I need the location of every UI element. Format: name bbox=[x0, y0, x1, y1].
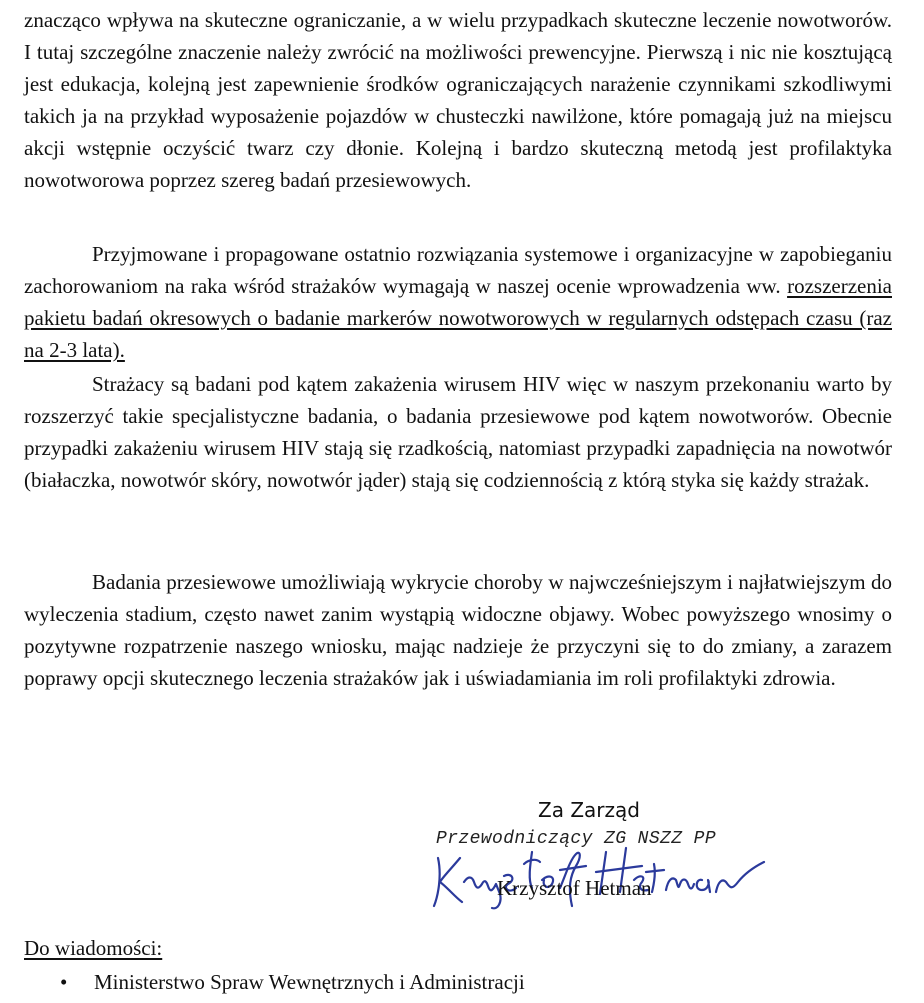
paragraph-proposal bbox=[24, 238, 892, 366]
paragraph-conclusion: Badania przesiewowe umożliwiają wykrycie choroby w najwcześniejszym i najłatwiejszym do wyleczenia stadium, często nawet zanim wystąpią widoczne objawy. Wobec powyższego wnosimy o pozytywne rozpatrzenie naszego wniosku, mając nadzieje że przyczyni się to do zmiany, a zarazem poprawy opcji skutecznego leczenia strażaków jak i uświadamiania im roli profilaktyki zdrowia. bbox=[24, 570, 892, 690]
proposal-underlined-text: rozszerzenia pakietu badań okresowych o badanie markerów nowotworowych w regularnych odstępach czasu (raz na 2-3 lata). bbox=[24, 274, 892, 362]
paragraph-proposal-text: Przyjmowane i propagowane ostatnio rozwiązania systemowe i organizacyjne w zapobieganiu zachorowaniom na raka wśród strażaków wymagają w naszej ocenie wprowadzenia ww. bbox=[24, 242, 892, 298]
paragraph-prevention: znacząco wpływa na skuteczne ograniczanie, a w wielu przypadkach skuteczne leczenie nowotworów. I tutaj szczególne znaczenie należy zwrócić na możliwości prewencyjne. Pierwszą i nic nie kosztującą jest edukacja, kolejną jest zapewnienie środków ograniczających narażenie czynnikami szkodliwymi takich ja na przykład wyposażenie pojazdów w chusteczki nawilżone, które pomagają już na miejscu akcji wstępnie oczyścić twarz czy dłonie. Kolejną i bardzo skuteczną metodą jest profilaktyka nowotworowa poprzez szereg badań przesiewowych. bbox=[24, 8, 892, 192]
bullet-icon: • bbox=[60, 970, 68, 994]
notice-item-text: Ministerstwo Spraw Wewnętrznych i Administracji bbox=[94, 970, 525, 994]
signatory-role: Przewodniczący ZG NSZZ PP bbox=[436, 829, 717, 849]
paragraph-hiv-screening: Strażacy są badani pod kątem zakażenia wirusem HIV więc w naszym przekonaniu warto by rozszerzyć takie specjalistyczne badania, o badania przesiewowe pod kątem nowotworów. Obecnie przypadki zakażeniu wirusem HIV stają się rzadkością, natomiast przypadki zapadnięcia na nowotwór (białaczka, nowotwór skóry, nowotwór jąder) stają się codziennością z którą styka się każdy strażak. bbox=[24, 372, 892, 492]
signatory-name: Krzysztof Hetman bbox=[497, 876, 652, 900]
notice-list bbox=[24, 966, 525, 998]
handwritten-signature bbox=[420, 836, 770, 916]
list-item bbox=[24, 966, 525, 998]
notice-heading: Do wiadomości: bbox=[24, 936, 163, 960]
signature-heading: Za Zarząd bbox=[538, 798, 640, 822]
